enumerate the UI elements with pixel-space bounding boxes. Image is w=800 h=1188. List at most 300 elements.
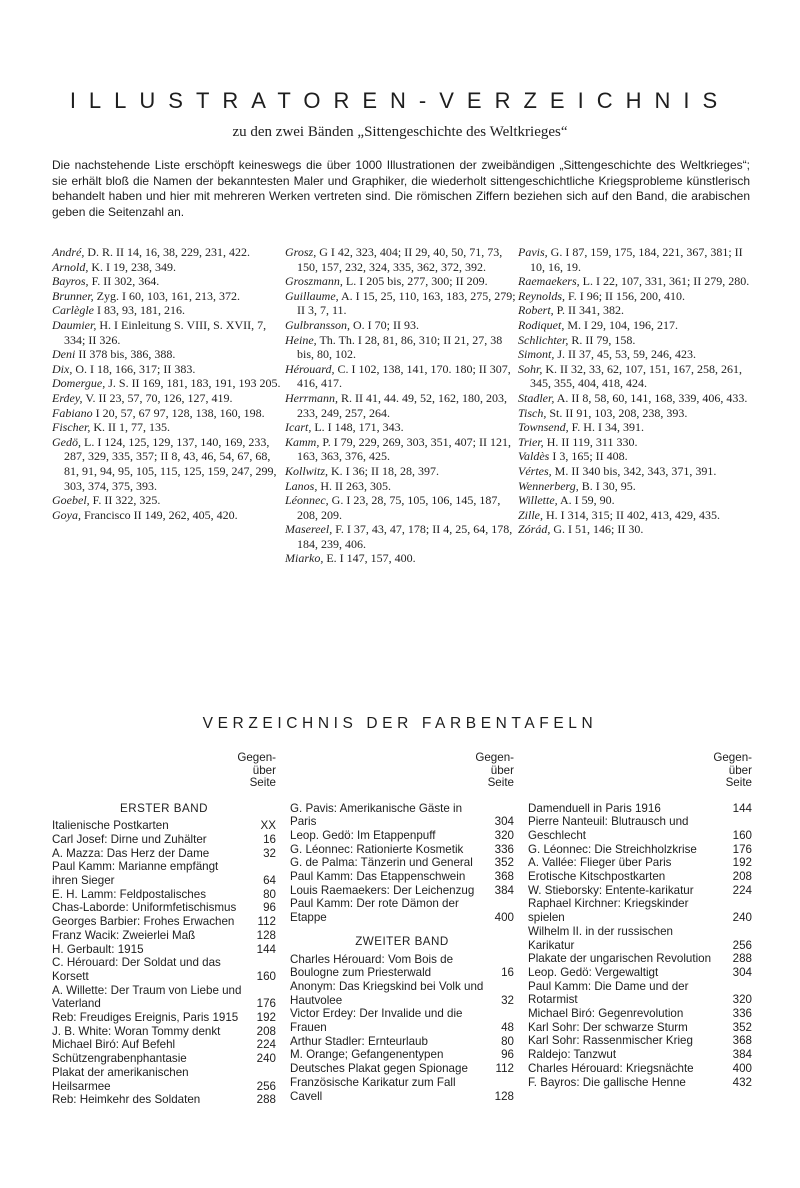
illustrator-entry xyxy=(285,318,518,333)
plate-entry xyxy=(52,1093,276,1107)
plate-entry xyxy=(290,829,514,843)
illustrator-entry xyxy=(518,435,751,450)
illustrator-name: Zille, xyxy=(518,507,544,522)
plate-title: Italienische Postkarten xyxy=(52,819,169,833)
illustrator-entry xyxy=(52,435,285,493)
illustrator-entry xyxy=(518,289,751,304)
plate-entry xyxy=(52,1025,276,1039)
plate-title: Anonym: Das Kriegskind bei Volk und Hautvolee xyxy=(290,979,484,1007)
illustrator-refs: L. I 124, 125, 129, 137, 140, 169, 233, 287, 329, 335, 357; II 8, 43, 46, 54, 67, 68, 81, 91, 94, 95, 105, 115, 125, 159, 247, 299, 303, 374, 375, 393. xyxy=(64,434,277,493)
plate-entry xyxy=(528,884,752,898)
plate-page: 384 xyxy=(732,1048,752,1062)
plate-title: Franz Wacik: Zweierlei Maß xyxy=(52,928,196,942)
plate-entry xyxy=(290,980,514,1007)
illustrator-name: Simont, xyxy=(518,347,555,362)
illustrator-refs: K. I 19, 238, 349. xyxy=(91,259,177,274)
plate-page: 240 xyxy=(256,1052,276,1066)
page-subtitle: zu den zwei Bänden „Sittengeschichte des Weltkrieges“ xyxy=(232,124,568,140)
illustrator-refs: E. I 147, 157, 400. xyxy=(326,551,416,566)
plate-title: Georges Barbier: Frohes Erwachen xyxy=(52,915,235,929)
plate-page: 16 xyxy=(501,966,514,980)
plate-entry xyxy=(290,870,514,884)
plate-title: Pierre Nanteuil: Blutrausch und Geschlecht xyxy=(528,815,689,842)
plate-title: Paul Kamm: Die Dame und der Rotarmist xyxy=(528,979,689,1007)
plate-page: 320 xyxy=(732,993,752,1007)
illustrator-refs: V. II 23, 57, 70, 126, 127, 419. xyxy=(85,390,233,405)
illustrator-column xyxy=(285,245,518,566)
illustrator-name: Reynolds, xyxy=(518,288,565,303)
page-column-head: Gegen- über Seite xyxy=(475,751,514,789)
plate-entry xyxy=(52,888,276,902)
illustrator-refs: G I 42, 323, 404; II 29, 40, 50, 71, 73, 150, 157, 232, 324, 335, 362, 372, 392. xyxy=(297,245,503,274)
illustrator-refs: St. II 91, 103, 208, 238, 393. xyxy=(549,405,688,420)
plate-page: 96 xyxy=(501,1048,514,1062)
plate-page: 432 xyxy=(732,1075,752,1089)
plates-column-3 xyxy=(528,752,752,1107)
illustrator-name: Goebel, xyxy=(52,493,90,508)
intro-paragraph: Die nachstehende Liste erschöpft keineswegs die über 1000 Illustrationen der zweibändigen „Sittengeschichte des Weltkrieges“; sie erhält bloß die Namen der bekanntesten Maler und Graphiker, die wiederholt sittengeschichtliche Kriegsprobleme künstlerisch behandelt haben und hier mit mehreren Werken vertreten sind. Die römischen Ziffern beziehen sich auf den Band, die arabischen geben die Seitenzahl an. xyxy=(52,158,750,219)
plate-entry xyxy=(528,815,752,842)
plate-entry xyxy=(52,847,276,861)
illustrator-refs: P. II 341, 382. xyxy=(556,303,625,318)
illustrator-name: Grosz, xyxy=(285,245,317,259)
illustrator-entry xyxy=(52,318,285,347)
plate-entry xyxy=(52,956,276,983)
plate-entry xyxy=(52,1038,276,1052)
plate-title: G. Léonnec: Rationierte Kosmetik xyxy=(290,842,464,856)
plate-title: G. Léonnec: Die Streichholzkrise xyxy=(528,842,697,856)
illustrator-name: Groszmann, xyxy=(285,274,343,289)
plates-list xyxy=(528,802,752,1090)
illustrator-name: Fabiano xyxy=(52,405,93,420)
illustrator-name: Carlègle xyxy=(52,303,94,318)
plate-page: 208 xyxy=(732,870,752,884)
plate-page: 160 xyxy=(256,969,276,983)
plate-title: Michael Biró: Auf Befehl xyxy=(52,1038,176,1052)
illustrator-entry xyxy=(518,362,751,391)
illustrator-refs: P. I 79, 229, 269, 303, 351, 407; II 121, 163, 363, 376, 425. xyxy=(297,434,512,464)
plate-page: 48 xyxy=(501,1021,514,1035)
illustrator-entry xyxy=(518,391,751,406)
plate-entry xyxy=(52,984,276,1011)
plate-title: Damenduell in Paris 1916 xyxy=(528,801,661,815)
illustrator-name: Trier, xyxy=(518,434,544,449)
illustrator-entry xyxy=(285,274,518,289)
plate-entry xyxy=(528,980,752,1007)
illustrator-entry xyxy=(518,508,751,523)
page-column-head: Gegen- über Seite xyxy=(713,751,752,789)
illustrator-entry xyxy=(52,420,285,435)
plate-entry xyxy=(528,1021,752,1035)
illustrator-name: Fischer, xyxy=(52,420,91,435)
plate-page: 160 xyxy=(732,828,752,842)
plate-page: 256 xyxy=(732,938,752,952)
illustrator-refs: H. I Einleitung S. VIII, S. XVII, 7, 334; II 326. xyxy=(64,317,267,347)
plate-page: 96 xyxy=(263,901,276,915)
illustrator-entry xyxy=(285,391,518,420)
plate-title: Leop. Gedö: Vergewaltigt xyxy=(528,965,659,979)
illustrator-entry xyxy=(52,362,285,377)
illustrator-name: Heine, xyxy=(285,332,317,347)
illustrator-entry xyxy=(518,406,751,421)
plate-page: 128 xyxy=(256,928,276,942)
plate-page: 352 xyxy=(732,1020,752,1034)
illustrator-name: Stadler, xyxy=(518,390,555,405)
illustrator-name: Arnold, xyxy=(52,259,89,274)
plate-title: F. Bayros: Die gallische Henne xyxy=(528,1075,686,1089)
plate-title: C. Hérouard: Der Soldat und das Korsett xyxy=(52,956,221,983)
illustrator-refs: G. I 51, 146; II 30. xyxy=(553,522,644,537)
illustrator-refs: B. I 30, 95. xyxy=(581,478,636,493)
illustrator-name: André, xyxy=(52,245,85,259)
plate-entry xyxy=(290,884,514,898)
illustrator-refs: A. I 59, 90. xyxy=(560,493,615,508)
illustrator-refs: D. R. II 14, 16, 38, 229, 231, 422. xyxy=(87,245,250,259)
illustrator-name: Zórád, xyxy=(518,522,551,537)
plate-entry xyxy=(528,952,752,966)
illustrator-refs: G. I 87, 159, 175, 184, 221, 367, 381; II 10, 16, 19. xyxy=(530,245,743,274)
plate-entry xyxy=(528,1007,752,1021)
plate-entry xyxy=(52,901,276,915)
illustrator-name: Schlichter, xyxy=(518,332,569,347)
plate-page: 304 xyxy=(494,815,514,829)
illustrator-entry xyxy=(285,289,518,318)
illustrator-name: Townsend, xyxy=(518,420,569,435)
plate-title: G. de Palma: Tänzerin und General xyxy=(290,856,473,870)
plate-page: 384 xyxy=(494,883,514,897)
plate-entry xyxy=(52,819,276,833)
illustrator-entry xyxy=(285,551,518,566)
plate-page: 144 xyxy=(732,801,752,815)
illustrator-entry xyxy=(518,245,751,274)
illustrator-refs: L. I 148, 171, 343. xyxy=(314,420,404,435)
illustrator-list xyxy=(52,245,752,566)
illustrator-entry xyxy=(52,245,285,260)
plate-title: W. Stieborsky: Entente-karikatur xyxy=(528,883,694,897)
illustrator-refs: L. I 205 bis, 277, 300; II 209. xyxy=(345,274,488,289)
plate-title: Plakat der amerikanischen Heilsarmee xyxy=(52,1065,189,1093)
plate-entry xyxy=(290,856,514,870)
illustrator-refs: II 378 bis, 386, 388. xyxy=(78,347,176,362)
illustrator-name: Icart, xyxy=(285,420,312,435)
illustrator-entry xyxy=(518,493,751,508)
plate-title: Charles Hérouard: Vom Bois de Boulogne zum Priesterwald xyxy=(290,952,454,980)
plate-title: Michael Biró: Gegenrevolution xyxy=(528,1007,684,1021)
illustrator-name: Guillaume, xyxy=(285,288,339,303)
plate-page: 64 xyxy=(263,874,276,888)
illustrator-entry xyxy=(52,406,285,421)
illustrator-name: Masereel, xyxy=(285,522,333,537)
plate-page: 144 xyxy=(256,942,276,956)
plates-column-2 xyxy=(290,752,514,1107)
plate-title: Leop. Gedö: Im Etappenpuff xyxy=(290,828,436,842)
plate-page: 112 xyxy=(257,915,276,929)
illustrator-name: Hérouard, xyxy=(285,361,335,376)
illustrator-entry xyxy=(518,303,751,318)
illustrator-refs: K. II 1, 77, 135. xyxy=(93,420,170,435)
illustrator-refs: J. S. II 169, 181, 183, 191, 193 205. xyxy=(108,376,281,391)
plate-entry xyxy=(52,943,276,957)
plate-title: Arthur Stadler: Ernteurlaub xyxy=(290,1034,428,1048)
illustrator-refs: L. I 22, 107, 331, 361; II 279, 280. xyxy=(582,274,750,289)
illustrator-refs: M. II 340 bis, 342, 343, 371, 391. xyxy=(554,463,717,478)
illustrator-name: Robert, xyxy=(518,303,554,318)
illustrator-refs: F. II 322, 325. xyxy=(92,493,161,508)
plate-page: 208 xyxy=(256,1024,276,1038)
plate-page: 192 xyxy=(256,1011,276,1025)
illustrator-name: Dix, xyxy=(52,361,73,376)
illustrator-name: Lanos, xyxy=(285,478,318,493)
illustrator-refs: I 3, 165; II 408. xyxy=(552,449,628,464)
illustrator-refs: C. I 102, 138, 141, 170. 180; II 307, 416, 417. xyxy=(297,361,511,391)
plates-column-1 xyxy=(52,752,276,1107)
illustrator-refs: A. II 8, 58, 60, 141, 168, 339, 406, 433. xyxy=(556,390,748,405)
plate-title: Paul Kamm: Marianne empfängt ihren Sieger xyxy=(52,860,219,888)
illustrator-name: Valdès xyxy=(518,449,550,464)
illustrator-name: Kamm, xyxy=(285,434,320,449)
plate-entry xyxy=(52,929,276,943)
illustrator-entry xyxy=(52,508,285,523)
plates-list xyxy=(290,953,514,1104)
illustrator-refs: M. I 29, 104, 196, 217. xyxy=(567,317,678,332)
plate-page: 176 xyxy=(732,842,752,856)
illustrator-entry xyxy=(285,522,518,551)
plate-entry xyxy=(290,843,514,857)
illustrator-name: Pavis, xyxy=(518,245,548,259)
plate-title: Carl Josef: Dirne und Zuhälter xyxy=(52,832,207,846)
illustrator-refs: O. I 18, 166, 317; II 383. xyxy=(75,361,196,376)
plate-page: 240 xyxy=(732,911,752,925)
plate-title: Charles Hérouard: Kriegsnächte xyxy=(528,1061,694,1075)
illustrator-refs: A. I 15, 25, 110, 163, 183, 275, 279; II 3, 7, 11. xyxy=(297,288,516,318)
illustrator-entry xyxy=(52,289,285,304)
plate-entry xyxy=(290,1062,514,1076)
plate-entry xyxy=(528,870,752,884)
plate-title: H. Gerbault: 1915 xyxy=(52,942,144,956)
plate-page: 80 xyxy=(263,887,276,901)
plate-title: Schützengrabenphantasie xyxy=(52,1052,187,1066)
illustrator-name: Willette, xyxy=(518,493,558,508)
plate-entry xyxy=(528,1048,752,1062)
plate-entry xyxy=(290,953,514,980)
plate-page: 400 xyxy=(494,911,514,925)
plate-page: 224 xyxy=(732,883,752,897)
plate-title: Karl Sohr: Der schwarze Sturm xyxy=(528,1020,688,1034)
plate-entry xyxy=(528,1034,752,1048)
illustrator-refs: F. II 302, 364. xyxy=(91,274,160,289)
plate-entry xyxy=(528,966,752,980)
illustrator-name: Deni xyxy=(52,347,76,362)
illustrator-name: Wennerberg, xyxy=(518,478,579,493)
illustrator-refs: K. II 32, 33, 62, 107, 151, 167, 258, 261, 345, 355, 404, 418, 424. xyxy=(530,361,743,391)
illustrator-name: Domergue, xyxy=(52,376,106,391)
plate-entry xyxy=(52,1011,276,1025)
plate-entry xyxy=(290,1076,514,1103)
illustrator-name: Vértes, xyxy=(518,463,552,478)
illustrator-entry xyxy=(52,391,285,406)
plate-entry xyxy=(52,1052,276,1066)
illustrator-entry xyxy=(518,347,751,362)
section-heading-band-2: ZWEITER BAND xyxy=(355,934,449,948)
plate-title: A. Willette: Der Traum von Liebe und Vaterland xyxy=(52,983,242,1011)
plate-entry xyxy=(528,843,752,857)
plates-list xyxy=(52,819,276,1107)
plate-entry xyxy=(528,802,752,816)
plate-page: 224 xyxy=(256,1038,276,1052)
plate-page: 288 xyxy=(732,952,752,966)
illustrator-refs: H. II 119, 311 330. xyxy=(546,434,638,449)
plate-page: 352 xyxy=(494,856,514,870)
illustrator-refs: R. II 79, 158. xyxy=(571,332,636,347)
illustrator-refs: J. II 37, 45, 53, 59, 246, 423. xyxy=(557,347,697,362)
plate-page: XX xyxy=(260,819,276,833)
plate-entry xyxy=(52,1066,276,1093)
illustrator-entry xyxy=(52,493,285,508)
illustrator-entry xyxy=(518,318,751,333)
illustrator-entry xyxy=(518,274,751,289)
plate-page: 32 xyxy=(263,846,276,860)
illustrator-entry xyxy=(52,303,285,318)
illustrator-entry xyxy=(52,260,285,275)
illustrator-name: Gulbransson, xyxy=(285,317,351,332)
plate-title: Raphael Kirchner: Kriegskinder spielen xyxy=(528,897,689,925)
illustrator-refs: R. II 41, 44. 49, 52, 162, 180, 203, 233, 249, 257, 264. xyxy=(297,390,507,420)
plates-list xyxy=(290,802,514,925)
plate-entry xyxy=(528,897,752,924)
section-heading-band-1: ERSTER BAND xyxy=(120,801,208,815)
illustrator-refs: Francisco II 149, 262, 405, 420. xyxy=(84,507,238,522)
plate-entry xyxy=(290,1035,514,1049)
plate-entry xyxy=(290,897,514,924)
illustrator-refs: F. H. I 34, 391. xyxy=(571,420,644,435)
illustrator-entry xyxy=(285,245,518,274)
illustrator-entry xyxy=(285,493,518,522)
illustrator-refs: O. I 70; II 93. xyxy=(353,317,420,332)
plate-page: 368 xyxy=(732,1034,752,1048)
illustrator-name: Rodiquet, xyxy=(518,317,565,332)
illustrator-refs: H. II 263, 305. xyxy=(320,478,392,493)
illustrator-name: Tisch, xyxy=(518,405,547,420)
illustrator-refs: Zyg. I 60, 103, 161, 213, 372. xyxy=(96,288,240,303)
illustrator-refs: F. I 37, 43, 47, 178; II 4, 25, 64, 178, 184, 239, 406. xyxy=(297,522,513,551)
illustrator-entry xyxy=(285,420,518,435)
color-plates-list xyxy=(52,752,752,1107)
plate-page: 400 xyxy=(732,1061,752,1075)
illustrator-name: Goya, xyxy=(52,507,81,522)
plate-page: 336 xyxy=(494,842,514,856)
illustrator-name: Kollwitz, xyxy=(285,463,329,478)
plate-title: Reb: Freudiges Ereignis, Paris 1915 xyxy=(52,1011,239,1025)
illustrator-entry xyxy=(518,420,751,435)
illustrator-entry xyxy=(52,274,285,289)
plate-page: 112 xyxy=(495,1062,514,1076)
plate-page: 368 xyxy=(494,870,514,884)
illustrator-entry xyxy=(518,522,751,537)
plate-page: 192 xyxy=(732,856,752,870)
plate-page: 80 xyxy=(501,1034,514,1048)
plate-page: 176 xyxy=(256,997,276,1011)
plate-title: M. Orange; Gefangenentypen xyxy=(290,1048,444,1062)
illustrator-name: Sohr, xyxy=(518,361,543,376)
plate-entry xyxy=(528,1076,752,1090)
plate-entry xyxy=(290,1048,514,1062)
illustrator-name: Daumier, xyxy=(52,317,97,332)
plate-page: 128 xyxy=(494,1089,514,1103)
plate-title: E. H. Lamm: Feldpostalisches xyxy=(52,887,206,901)
illustrator-entry xyxy=(52,347,285,362)
illustrator-entry xyxy=(285,435,518,464)
plate-title: Paul Kamm: Das Etappenschwein xyxy=(290,870,466,884)
illustrator-entry xyxy=(285,362,518,391)
plate-title: Erotische Kitschpostkarten xyxy=(528,870,666,884)
plate-page: 320 xyxy=(494,828,514,842)
illustrator-name: Raemaekers, xyxy=(518,274,580,289)
illustrator-refs: K. I 36; II 18, 28, 397. xyxy=(331,463,440,478)
plate-title: Plakate der ungarischen Revolution xyxy=(528,952,712,966)
plate-entry xyxy=(52,860,276,887)
plate-entry xyxy=(290,1007,514,1034)
illustrator-entry xyxy=(518,464,751,479)
plate-entry xyxy=(528,925,752,952)
plate-page: 16 xyxy=(263,832,276,846)
plate-title: Karl Sohr: Rassenmischer Krieg xyxy=(528,1034,693,1048)
illustrator-entry xyxy=(518,479,751,494)
plate-page: 256 xyxy=(256,1079,276,1093)
plate-title: Paul Kamm: Der rote Dämon der Etappe xyxy=(290,897,459,925)
plate-entry xyxy=(290,802,514,829)
plate-page: 336 xyxy=(732,1007,752,1021)
illustrator-entry xyxy=(518,449,751,464)
plate-title: Raldejo: Tanzwut xyxy=(528,1048,617,1062)
plate-page: 288 xyxy=(256,1093,276,1107)
illustrator-refs: F. I 96; II 156, 200, 410. xyxy=(568,288,686,303)
illustrator-entry xyxy=(285,333,518,362)
illustrator-entry xyxy=(285,479,518,494)
illustrator-entry xyxy=(285,464,518,479)
illustrator-name: Brunner, xyxy=(52,288,94,303)
plate-title: Reb: Heimkehr des Soldaten xyxy=(52,1093,201,1107)
illustrator-refs: G. I 23, 28, 75, 105, 106, 145, 187, 208, 209. xyxy=(297,493,501,522)
illustrator-refs: I 83, 93, 181, 216. xyxy=(97,303,185,318)
illustrator-name: Léonnec, xyxy=(285,493,329,508)
plate-title: Deutsches Plakat gegen Spionage xyxy=(290,1062,468,1076)
plate-entry xyxy=(52,915,276,929)
illustrator-entry xyxy=(52,376,285,391)
plate-title: Französische Karikatur zum Fall Cavell xyxy=(290,1075,456,1103)
illustrator-name: Herrmann, xyxy=(285,390,338,405)
plate-title: Chas-Laborde: Uniformfetischismus xyxy=(52,901,237,915)
plate-title: Victor Erdey: Der Invalide und die Frauen xyxy=(290,1007,463,1035)
illustrator-column xyxy=(52,245,285,566)
illustrator-refs: H. I 314, 315; II 402, 413, 429, 435. xyxy=(546,507,721,522)
illustrator-name: Bayros, xyxy=(52,274,89,289)
plate-title: A. Vallée: Flieger über Paris xyxy=(528,856,672,870)
illustrator-refs: I 20, 57, 67 97, 128, 138, 160, 198. xyxy=(95,405,265,420)
page-column-head: Gegen- über Seite xyxy=(237,751,276,789)
plate-entry xyxy=(528,1062,752,1076)
plate-entry xyxy=(52,833,276,847)
plate-title: Wilhelm II. in der russischen Karikatur xyxy=(528,924,673,952)
illustrator-entry xyxy=(518,333,751,348)
illustrator-column xyxy=(518,245,751,566)
plate-title: J. B. White: Woran Tommy denkt xyxy=(52,1024,221,1038)
plate-page: 32 xyxy=(501,993,514,1007)
illustrator-name: Erdey, xyxy=(52,390,83,405)
illustrator-name: Gedö, xyxy=(52,434,81,449)
plate-entry xyxy=(528,856,752,870)
page-title: ILLUSTRATOREN-VERZEICHNIS xyxy=(69,88,731,113)
illustrator-name: Miarko, xyxy=(285,551,324,566)
